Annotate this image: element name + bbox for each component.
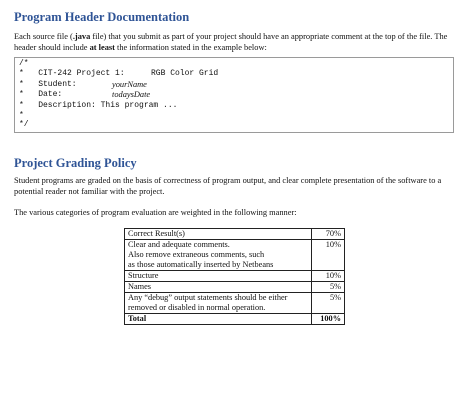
table-row: [125, 240, 345, 271]
code-date-value: todaysDate: [112, 90, 151, 100]
grading-weights-table: [124, 228, 345, 325]
table-row: [125, 229, 345, 240]
grading-policy-title: Project Grading Policy: [14, 156, 137, 170]
header-doc-title: Program Header Documentation: [14, 10, 190, 24]
criterion-cell: Correct Result(s): [125, 229, 312, 240]
header-code-example: [14, 57, 454, 133]
intro-text-2: file) that you submit as part of your project should have an appropriate comment at the top of the file. The header should include: [14, 32, 448, 52]
criterion-line: as those automatically inserted by Netbeans: [128, 260, 274, 269]
criterion-line: Any “debug” output statements should be either: [128, 293, 288, 302]
code-close: */: [19, 119, 29, 129]
intro-at-least: at least: [89, 43, 115, 52]
code-project-value: RGB Color Grid: [151, 69, 219, 79]
criterion-cell: Structure: [125, 271, 312, 282]
total-label-cell: Total: [125, 314, 312, 325]
criterion-line: Clear and adequate comments.: [128, 240, 230, 249]
weight-cell: 10%: [312, 240, 345, 271]
code-open: /*: [19, 59, 29, 68]
criterion-cell: [125, 293, 312, 314]
table-row: [125, 271, 345, 282]
code-student-label: * Student:: [19, 79, 77, 89]
criterion-line: removed or disabled in normal operation.: [128, 303, 266, 312]
criterion-cell: Names: [125, 282, 312, 293]
total-weight-cell: 100%: [312, 314, 345, 325]
code-line-blank: *: [19, 110, 24, 120]
intro-text-3: the information stated in the example below:: [114, 43, 267, 52]
criterion-line: Also remove extraneous comments, such: [128, 250, 265, 259]
document-page: [14, 0, 460, 325]
code-student-value: yourName: [112, 79, 147, 89]
weight-cell: 5%: [312, 293, 345, 314]
table-row-total: [125, 314, 345, 325]
grading-policy-paragraph: Student programs are graded on the basis of correctness of program output, and clear complete presentation of the software to a potential reader not familiar with the project.: [14, 176, 442, 196]
weight-cell: 5%: [312, 282, 345, 293]
header-doc-intro: [14, 31, 460, 53]
table-row: [125, 293, 345, 314]
grading-categories-intro: The various categories of program evaluation are weighted in the following manner:: [14, 208, 297, 217]
code-line-date: [19, 90, 449, 100]
code-line-description: * Description: This program ...: [19, 100, 178, 110]
intro-java-ext: .java: [72, 32, 91, 41]
code-line-student: [19, 80, 449, 90]
criterion-cell: [125, 240, 312, 271]
weight-cell: 70%: [312, 229, 345, 240]
code-line-project: [19, 69, 449, 79]
code-date-label: * Date:: [19, 90, 63, 100]
code-project-label: * CIT-242 Project 1:: [19, 69, 125, 79]
weight-cell: 10%: [312, 271, 345, 282]
intro-text-1: Each source file (: [14, 32, 73, 41]
table-row: [125, 282, 345, 293]
